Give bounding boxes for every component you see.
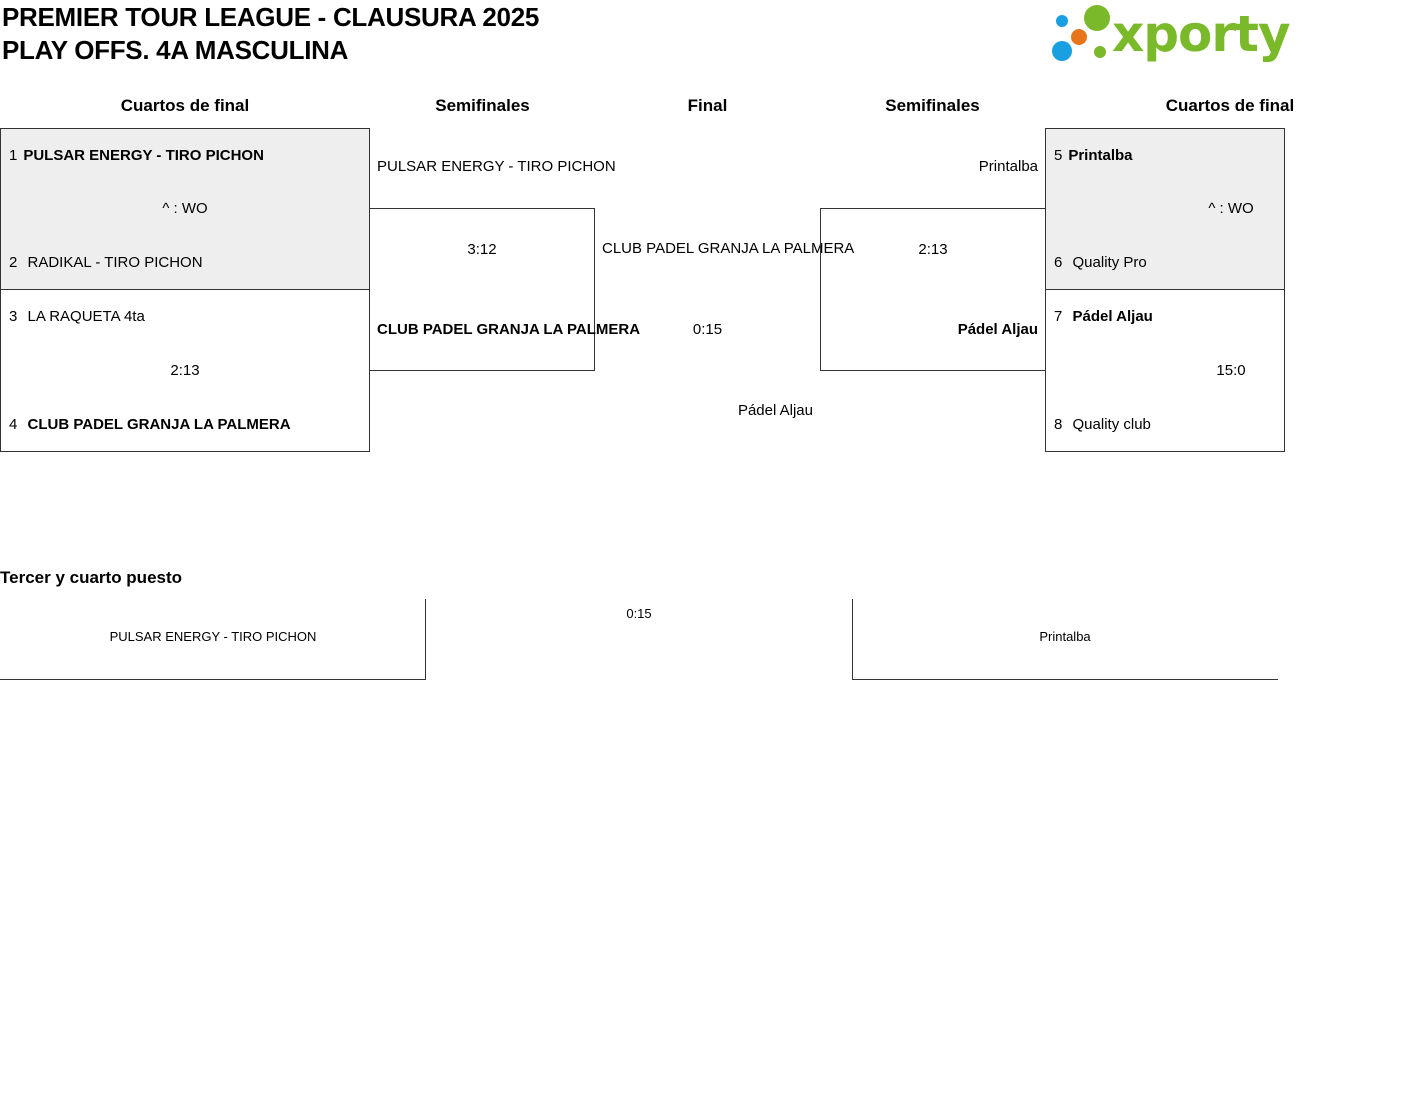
match-team-bottom — [9, 416, 291, 433]
team-name: Quality Pro — [1072, 254, 1147, 271]
quarterfinal-match-1 — [0, 128, 370, 290]
team-name: Printalba — [1068, 147, 1133, 164]
third-place-score: 0:15 — [626, 606, 652, 621]
team-name: CLUB PADEL GRANJA LA PALMERA — [27, 416, 291, 433]
quarterfinal-match-3 — [1045, 128, 1285, 290]
final-team-bottom: Pádel Aljau — [737, 402, 813, 419]
match-team-top — [1054, 308, 1153, 325]
final-score: 0:15 — [692, 321, 723, 338]
page-title: PREMIER TOUR LEAGUE - CLAUSURA 2025 — [2, 2, 540, 32]
third-place-team-right: Printalba — [1039, 629, 1091, 644]
semifinal-left-team-top: PULSAR ENERGY - TIRO PICHON — [377, 158, 616, 175]
third-place-team-left: PULSAR ENERGY - TIRO PICHON — [109, 629, 317, 644]
match-score: ^ : WO — [1208, 200, 1254, 217]
round-heading-right-semis: Semifinales — [885, 96, 980, 115]
seed-number: 8 — [1054, 416, 1063, 433]
quarterfinal-match-4 — [1045, 289, 1285, 452]
round-heading-final: Final — [687, 96, 728, 115]
quarterfinal-match-2 — [0, 289, 370, 452]
match-score: 15:0 — [1216, 362, 1246, 379]
team-name: LA RAQUETA 4ta — [27, 308, 145, 325]
team-name: RADIKAL - TIRO PICHON — [27, 254, 203, 271]
third-place-team-left-box — [0, 599, 426, 680]
match-score: 2:13 — [170, 362, 200, 379]
match-team-top — [9, 147, 264, 164]
match-score: 3:12 — [467, 241, 497, 258]
round-heading-left-semis: Semifinales — [435, 96, 530, 115]
team-name: PULSAR ENERGY - TIRO PICHON — [23, 147, 264, 164]
round-heading-right-quarters-label: Cuartos de final — [1165, 96, 1295, 115]
seed-number: 1 — [9, 147, 18, 164]
round-heading-right-quarters — [1045, 96, 1295, 116]
semifinal-right-match — [820, 208, 1046, 371]
seed-number: 6 — [1054, 254, 1063, 271]
semifinal-right-team-bottom: Pádel Aljau — [957, 321, 1038, 338]
match-score: ^ : WO — [162, 200, 208, 217]
logo-text: xporty — [1112, 5, 1290, 63]
team-name: Quality club — [1072, 416, 1151, 433]
team-name: Pádel Aljau — [1072, 308, 1153, 325]
round-heading-left-quarters: Cuartos de final — [120, 96, 250, 115]
match-team-bottom — [1054, 416, 1151, 433]
seed-number: 2 — [9, 254, 18, 271]
seed-number: 7 — [1054, 308, 1063, 325]
semifinal-right-team-top: Printalba — [978, 158, 1038, 175]
match-team-top — [1054, 147, 1133, 164]
match-score: 2:13 — [918, 241, 948, 258]
semifinal-left-team-bottom: CLUB PADEL GRANJA LA PALMERA — [377, 321, 641, 338]
page-subtitle: PLAY OFFS. 4A MASCULINA — [2, 35, 349, 65]
match-team-top — [9, 308, 145, 325]
semifinal-left-match — [369, 208, 641, 371]
match-team-bottom — [1054, 254, 1147, 271]
match-team-bottom — [9, 254, 203, 271]
xporty-logo — [1050, 4, 1290, 66]
final-team-top: CLUB PADEL GRANJA LA PALMERA — [602, 240, 855, 257]
seed-number: 4 — [9, 416, 18, 433]
seed-number: 5 — [1054, 147, 1063, 164]
seed-number: 3 — [9, 308, 18, 325]
third-place-heading: Tercer y cuarto puesto — [0, 568, 183, 587]
third-place-team-right-box — [852, 599, 1278, 680]
